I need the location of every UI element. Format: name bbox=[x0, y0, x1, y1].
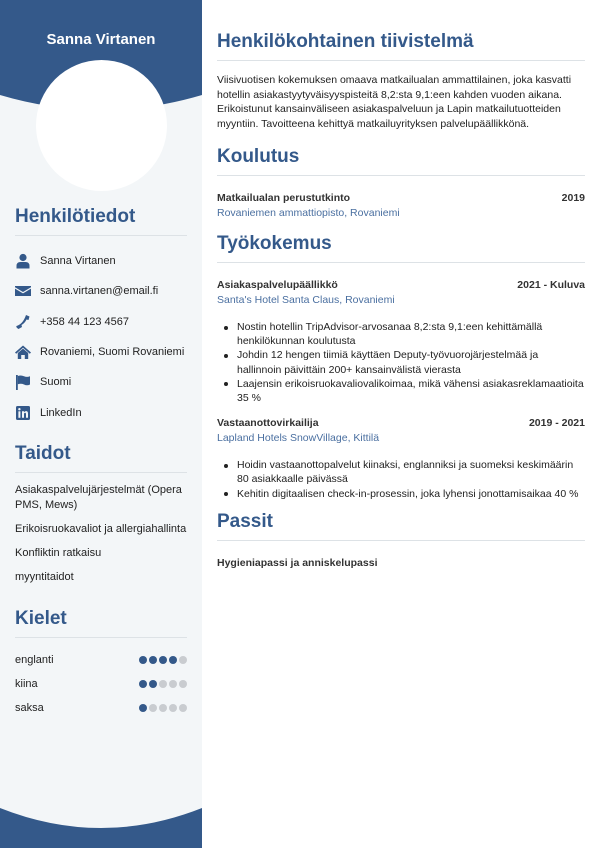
language-level-rating bbox=[139, 704, 187, 712]
skill-item: myyntitaidot bbox=[15, 571, 74, 583]
contact-nationality-text: Suomi bbox=[40, 376, 72, 389]
rating-dot-filled bbox=[139, 680, 147, 688]
skill-item: Asiakaspalvelujärjestelmät (Opera PMS, Mews) bbox=[15, 484, 182, 511]
contact-item-email[interactable] bbox=[15, 276, 187, 306]
skills-section bbox=[15, 443, 187, 594]
job-title: Asiakaspalvelupäällikkö bbox=[217, 279, 338, 291]
rating-dot-empty bbox=[159, 680, 167, 688]
envelope-icon bbox=[15, 283, 31, 299]
achievement-list bbox=[217, 458, 585, 501]
contact-item-address bbox=[15, 337, 187, 367]
experience-entry bbox=[217, 417, 585, 501]
profile-photo bbox=[36, 60, 167, 191]
language-name: saksa bbox=[15, 702, 44, 714]
skill-item: Erikoisruokavaliot ja allergiahallinta bbox=[15, 523, 187, 535]
achievement-item: Hoidin vastaanottopalvelut kiinaksi, englanniksi ja suomeksi keskimäärin 80 asiakkaalle päivässä bbox=[237, 458, 585, 486]
employer-name: Santa's Hotel Santa Claus, Rovaniemi bbox=[217, 294, 395, 306]
education-entry bbox=[217, 192, 585, 219]
rating-dot-empty bbox=[179, 680, 187, 688]
footer-background bbox=[0, 770, 202, 848]
skills-list bbox=[15, 483, 187, 585]
contact-item-linkedin[interactable] bbox=[15, 397, 187, 427]
experience-entry bbox=[217, 279, 585, 405]
achievement-item: Nostin hotellin TripAdvisor-arvosanaa 8,2:sta 9,1:een kehittämällä henkilökunnan koulutusta bbox=[237, 320, 585, 348]
candidate-name: Sanna Virtanen bbox=[46, 31, 156, 48]
contact-phone-text[interactable]: +358 44 123 4567 bbox=[40, 315, 130, 328]
languages-section bbox=[15, 608, 187, 720]
user-icon bbox=[15, 253, 31, 269]
rating-dot-empty bbox=[169, 704, 177, 712]
language-level-rating bbox=[139, 680, 187, 688]
summary-heading: Henkilökohtainen tiivistelmä bbox=[217, 31, 585, 61]
rating-dot-empty bbox=[179, 704, 187, 712]
contact-item-name bbox=[15, 246, 187, 276]
contact-heading: Henkilötiedot bbox=[15, 206, 187, 236]
experience-heading: Työkokemus bbox=[217, 233, 585, 263]
language-name: englanti bbox=[15, 654, 54, 666]
rating-dot-empty bbox=[179, 656, 187, 664]
certificates-heading: Passit bbox=[217, 511, 585, 541]
rating-dot-filled bbox=[159, 656, 167, 664]
rating-dot-empty bbox=[149, 704, 157, 712]
job-title: Vastaanottovirkailija bbox=[217, 417, 319, 430]
education-section bbox=[217, 146, 585, 219]
skills-heading: Taidot bbox=[15, 443, 187, 473]
achievement-item: Kehitin digitaalisen check-in-prosessin, joka lyhensi jonottamisaikaa 40 % bbox=[237, 487, 585, 501]
summary-text: Viisivuotisen kokemuksen omaava matkailualan ammattilainen, joka kasvatti hotellin asiakastyytyväisyyspisteitä 8,2:sta 9,1:een kahden vuoden aikana. Erikoistunut kansainväliseen asiakaspalveluun ja Lapin matkailutuotteiden myyntiin. Tavoitteena kehittyä matkailuyrityksen palvelupäällikkönä. bbox=[217, 74, 572, 131]
job-date: 2019 - 2021 bbox=[528, 417, 585, 430]
experience-section bbox=[217, 233, 585, 501]
contact-address-text: Rovaniemi, Suomi Rovaniemi bbox=[40, 346, 185, 359]
contact-list bbox=[15, 246, 187, 428]
contact-item-phone[interactable] bbox=[15, 307, 187, 337]
sidebar bbox=[0, 0, 202, 848]
skill-item: Konfliktin ratkaisu bbox=[15, 547, 102, 559]
contact-name-text: Sanna Virtanen bbox=[40, 255, 116, 268]
contact-email-text[interactable]: sanna.virtanen@email.fi bbox=[40, 285, 159, 298]
language-item bbox=[15, 696, 187, 720]
flag-icon bbox=[15, 374, 31, 390]
language-item bbox=[15, 648, 187, 672]
language-level-rating bbox=[139, 656, 187, 664]
rating-dot-filled bbox=[139, 656, 147, 664]
rating-dot-filled bbox=[139, 704, 147, 712]
achievement-list bbox=[217, 320, 585, 405]
employer-name: Lapland Hotels SnowVillage, Kittilä bbox=[217, 432, 380, 445]
degree-title: Matkailualan perustutkinto bbox=[217, 192, 351, 204]
rating-dot-filled bbox=[149, 680, 157, 688]
rating-dot-empty bbox=[169, 680, 177, 688]
rating-dot-empty bbox=[159, 704, 167, 712]
certificate-item: Hygieniapassi ja anniskelupassi bbox=[217, 557, 378, 569]
rating-dot-filled bbox=[149, 656, 157, 664]
summary-section bbox=[217, 31, 585, 132]
contact-linkedin-text[interactable]: LinkedIn bbox=[40, 406, 82, 419]
languages-list bbox=[15, 648, 187, 720]
linkedin-icon bbox=[15, 405, 31, 421]
education-heading: Koulutus bbox=[217, 146, 585, 176]
language-name: kiina bbox=[15, 678, 38, 690]
job-date: 2021 - Kuluva bbox=[517, 279, 585, 291]
school-name: Rovaniemen ammattiopisto, Rovaniemi bbox=[217, 207, 400, 219]
education-date: 2019 bbox=[561, 192, 585, 204]
certificates-section bbox=[217, 511, 585, 569]
languages-heading: Kielet bbox=[15, 608, 187, 638]
achievement-item: Laajensin erikoisruokavaliovalikoimaa, mikä vähensi asiakasreklamaatioita 35 % bbox=[237, 377, 584, 405]
rating-dot-filled bbox=[169, 656, 177, 664]
language-item bbox=[15, 672, 187, 696]
achievement-item: Johdin 12 hengen tiimiä käyttäen Deputy-työvuorojärjestelmää ja hallinnoin päivittäin 200+ kansainvälistä vierasta bbox=[237, 348, 585, 376]
contact-item-nationality bbox=[15, 367, 187, 397]
phone-icon bbox=[15, 314, 31, 330]
home-icon bbox=[15, 344, 31, 360]
contact-section bbox=[15, 206, 187, 428]
